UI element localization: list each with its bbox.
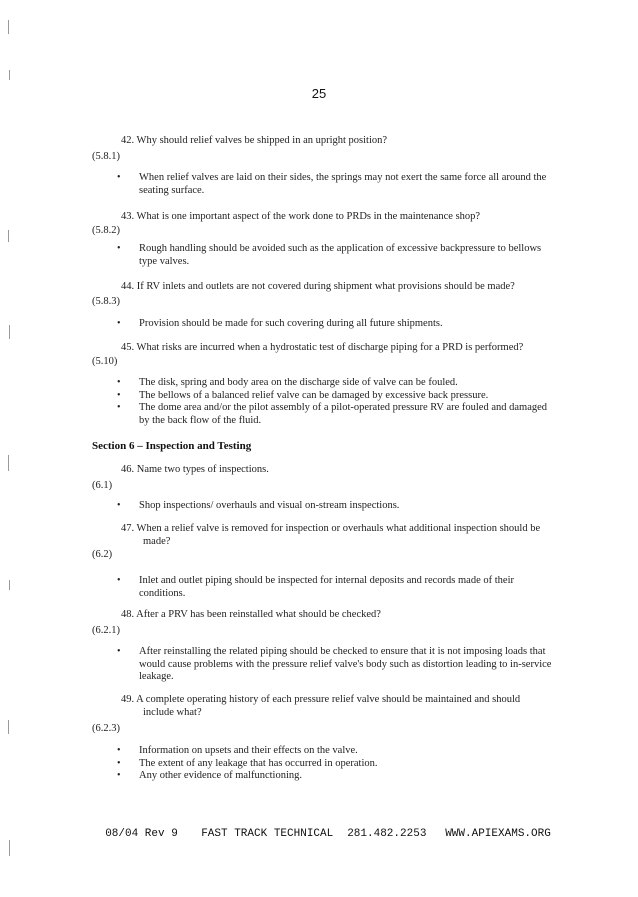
- reference-48: (6.2.1): [92, 625, 120, 636]
- question-46: 46. Name two types of inspections.: [121, 464, 269, 475]
- reference-44: (5.8.3): [92, 296, 120, 307]
- answer-list-46: [117, 500, 399, 513]
- bullet-icon: •: [117, 575, 121, 586]
- bullet-icon: •: [117, 402, 121, 413]
- bullet-icon: •: [117, 646, 121, 657]
- list-item: [117, 402, 547, 427]
- footer-phone: 281.482.2253: [347, 828, 427, 840]
- reference-43: (5.8.2): [92, 225, 120, 236]
- answer-line: When relief valves are laid on their sides, the springs may not exert the same force all around the: [139, 172, 547, 183]
- answer-line: After reinstalling the related piping should be checked to ensure that it is not imposing loads that: [139, 646, 546, 657]
- list-item: [117, 243, 541, 268]
- page-number: 25: [311, 86, 327, 101]
- answer-line: type valves.: [139, 255, 190, 267]
- reference-42: (5.8.1): [92, 151, 120, 162]
- bullet-icon: •: [117, 770, 121, 781]
- question-47: 47. When a relief valve is removed for inspection or overhauls what additional inspection should be: [121, 523, 541, 534]
- scan-mark: [8, 455, 9, 471]
- answer-line: Shop inspections/ overhauls and visual on-stream inspections.: [139, 500, 400, 511]
- bullet-icon: •: [117, 500, 121, 511]
- list-item: [117, 575, 514, 600]
- scan-mark: [9, 70, 10, 80]
- answer-line: The disk, spring and body area on the discharge side of valve can be fouled.: [139, 377, 458, 388]
- footer-revision: 08/04 Rev 9: [105, 828, 178, 840]
- scan-mark: [8, 230, 9, 242]
- list-item: [117, 770, 377, 783]
- list-item: [117, 500, 399, 513]
- scan-mark: [8, 20, 9, 34]
- answer-list-49: [117, 745, 377, 783]
- bullet-icon: •: [117, 243, 121, 254]
- answer-line: would cause problems with the pressure relief valve's body such as distortion leading to in-service: [139, 658, 552, 670]
- scan-mark: [9, 580, 10, 590]
- answer-line: Inlet and outlet piping should be inspected for internal deposits and records made of their: [139, 575, 514, 586]
- list-item: [117, 646, 551, 684]
- list-item: [117, 377, 547, 390]
- question-44: 44. If RV inlets and outlets are not covered during shipment what provisions should be made?: [121, 281, 515, 292]
- reference-47: (6.2): [92, 549, 113, 560]
- answer-line: The extent of any leakage that has occurred in operation.: [139, 757, 378, 769]
- scan-mark: [9, 325, 10, 339]
- bullet-icon: •: [117, 745, 121, 756]
- answer-line: seating surface.: [139, 184, 205, 196]
- scan-mark: [9, 840, 10, 856]
- question-43: 43. What is one important aspect of the work done to PRDs in the maintenance shop?: [121, 211, 481, 222]
- bullet-icon: •: [117, 389, 121, 401]
- bullet-icon: •: [117, 172, 121, 183]
- answer-line: by the back flow of the fluid.: [139, 414, 262, 426]
- question-47-continued: made?: [143, 536, 171, 547]
- footer-company: FAST TRACK TECHNICAL: [201, 828, 334, 840]
- answer-line: The bellows of a balanced relief valve can be damaged by excessive back pressure.: [139, 389, 489, 401]
- reference-45: (5.10): [92, 356, 118, 367]
- list-item: [117, 172, 546, 197]
- reference-46: (6.1): [92, 480, 113, 491]
- answer-list-45: [117, 377, 547, 427]
- footer-website: WWW.APIEXAMS.ORG: [445, 828, 551, 840]
- answer-list-47: [117, 575, 514, 600]
- section-heading: Section 6 – Inspection and Testing: [92, 440, 252, 452]
- question-42: 42. Why should relief valves be shipped in an upright position?: [121, 135, 388, 146]
- list-item: [117, 318, 443, 331]
- answer-line: conditions.: [139, 587, 186, 599]
- page-footer: [92, 816, 551, 840]
- answer-line: The dome area and/or the pilot assembly of a pilot-operated pressure RV are fouled and damaged: [139, 402, 548, 413]
- question-49: 49. A complete operating history of each pressure relief valve should be maintained and should: [121, 694, 521, 705]
- answer-list-44: [117, 318, 443, 331]
- question-49-continued: include what?: [143, 707, 202, 718]
- question-48: 48. After a PRV has been reinstalled what should be checked?: [121, 609, 381, 620]
- reference-49: (6.2.3): [92, 723, 120, 734]
- list-item: [117, 758, 377, 771]
- bullet-icon: •: [117, 318, 121, 329]
- answer-list-42: [117, 172, 546, 197]
- list-item: [117, 745, 377, 758]
- bullet-icon: •: [117, 377, 121, 388]
- answer-line: Rough handling should be avoided such as the application of excessive backpressure to bellows: [139, 243, 542, 254]
- bullet-icon: •: [117, 757, 121, 769]
- answer-line: Provision should be made for such covering during all future shipments.: [139, 318, 443, 329]
- scan-mark: [8, 720, 9, 734]
- list-item: [117, 390, 547, 403]
- answer-list-48: [117, 646, 551, 684]
- answer-line: leakage.: [139, 671, 174, 682]
- answer-line: Any other evidence of malfunctioning.: [139, 770, 302, 781]
- answer-list-43: [117, 243, 541, 268]
- question-45: 45. What risks are incurred when a hydrostatic test of discharge piping for a PRD is performed?: [121, 342, 524, 353]
- answer-line: Information on upsets and their effects on the valve.: [139, 745, 358, 756]
